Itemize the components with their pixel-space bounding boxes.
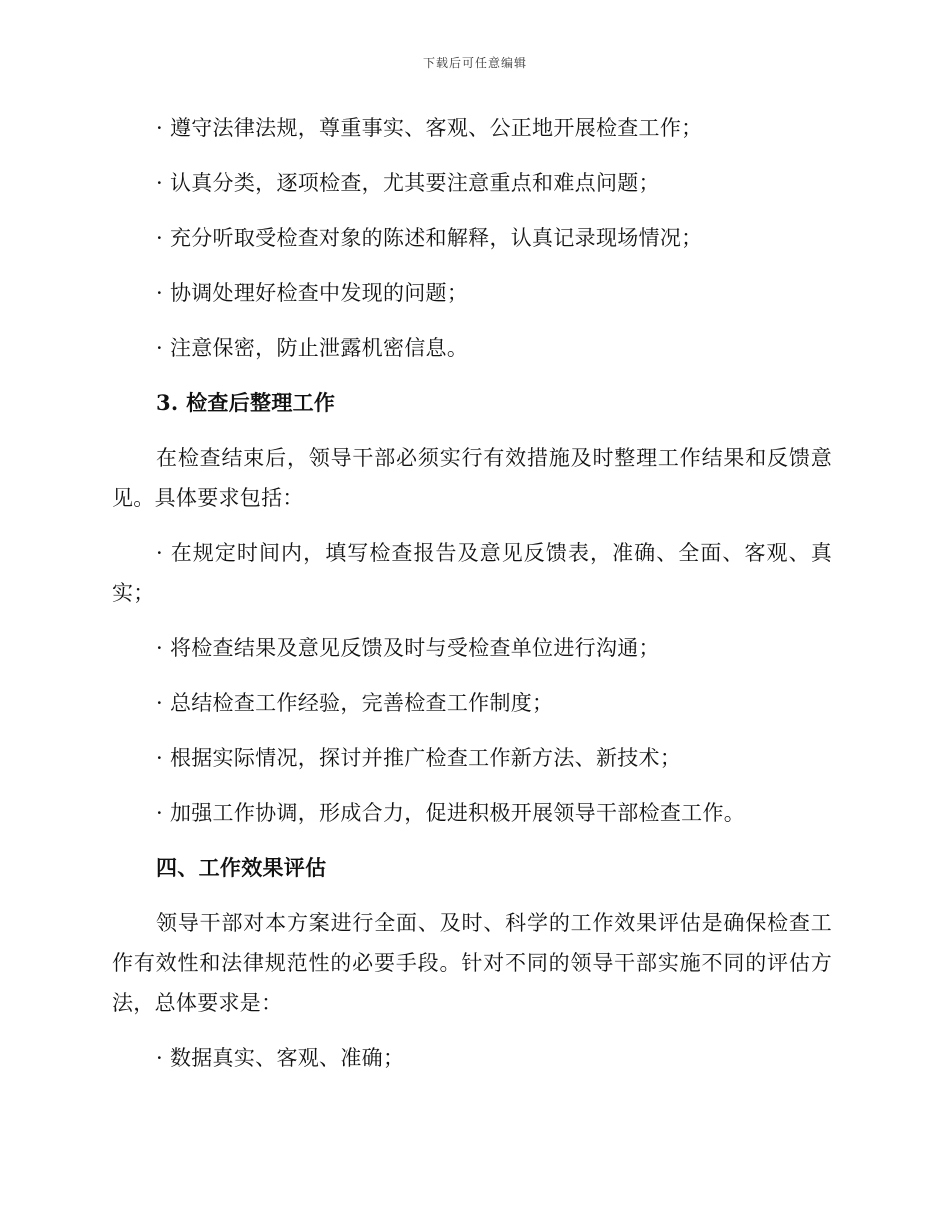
- list-item: · 充分听取受检查对象的陈述和解释，认真记录现场情况；: [156, 226, 703, 250]
- body-paragraph: 在检查结束后，领导干部必须实行有效措施及时整理工作结果和反馈意见。具体要求包括：: [112, 446, 832, 510]
- section-heading: 3. 检查后整理工作: [156, 390, 336, 415]
- list-item: · 加强工作协调，形成合力，促进积极开展领导干部检查工作。: [156, 801, 746, 825]
- list-item: · 总结检查工作经验，完善检查工作制度；: [156, 691, 554, 715]
- body-paragraph: 领导干部对本方案进行全面、及时、科学的工作效果评估是确保检查工作有效性和法律规范性的必要手段。针对不同的领导干部实施不同的评估方法，总体要求是：: [112, 911, 832, 1015]
- list-item: · 将检查结果及意见反馈及时与受检查单位进行沟通；: [156, 636, 660, 660]
- list-item: · 协调处理好检查中发现的问题；: [156, 281, 469, 305]
- list-item: · 注意保密，防止泄露机密信息。: [156, 336, 469, 360]
- list-item: · 认真分类，逐项检查，尤其要注意重点和难点问题；: [156, 171, 660, 195]
- list-item: · 在规定时间内，填写检查报告及意见反馈表，准确、全面、客观、真实；: [112, 541, 832, 605]
- section-heading: 四、工作效果评估: [156, 855, 327, 880]
- list-item: · 遵守法律法规，尊重事实、客观、公正地开展检查工作；: [156, 116, 703, 140]
- document-body: [112, 108, 832, 1093]
- list-item: · 数据真实、客观、准确；: [156, 1046, 405, 1070]
- list-item: · 根据实际情况，探讨并推广检查工作新方法、新技术；: [156, 746, 682, 770]
- page-header: 下载后可任意编辑: [422, 56, 527, 70]
